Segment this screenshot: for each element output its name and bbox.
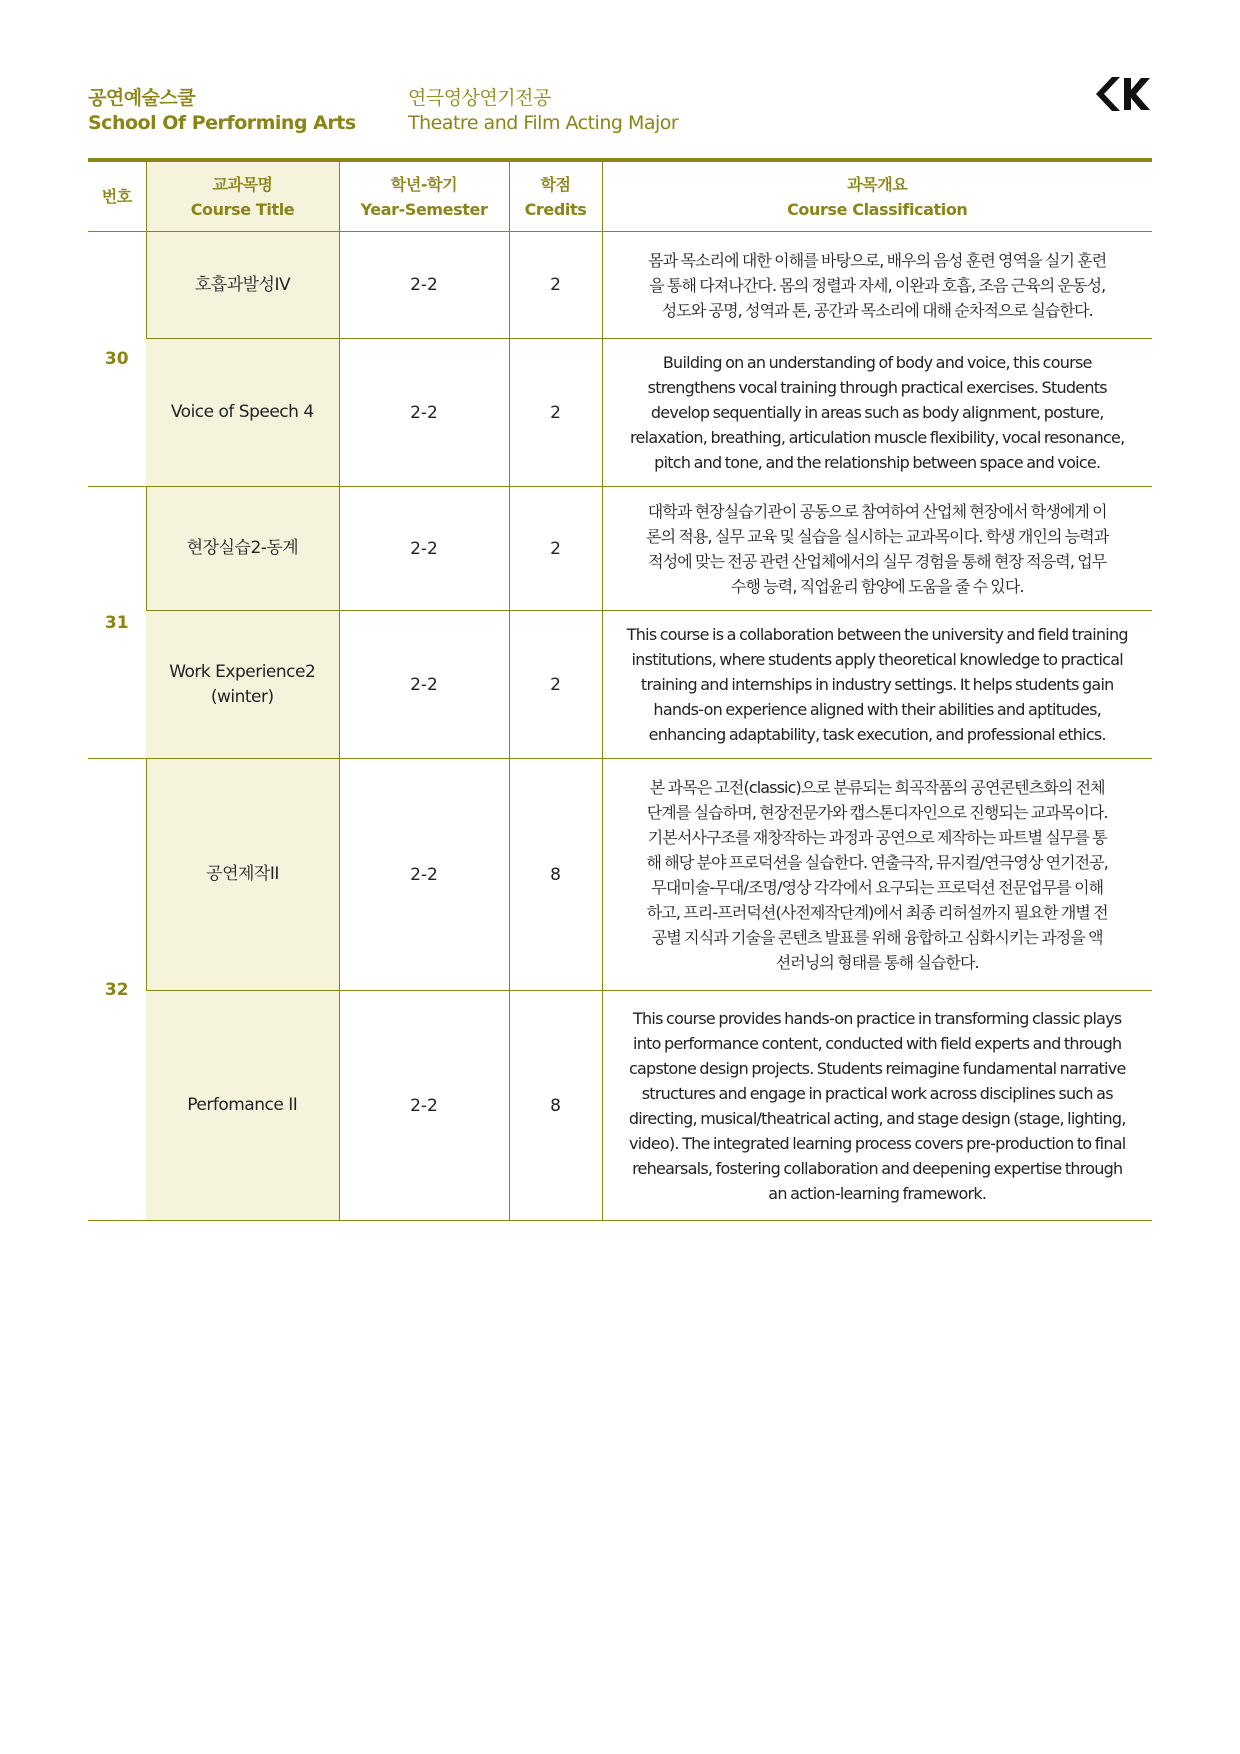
course-table bbox=[88, 162, 1152, 1221]
description-line: capstone design projects. Students reimagine fundamental narrative bbox=[628, 1058, 1126, 1078]
description-line: develop sequentially in areas such as body alignment, posture, bbox=[650, 403, 1104, 422]
description-line: 수행 능력, 직업윤리 함양에 도움을 줄 수 있다. bbox=[730, 576, 1024, 596]
course-title-line: 현장실습2-동계 bbox=[186, 538, 299, 558]
col-header-year-semester-en: Year-Semester bbox=[360, 199, 488, 219]
course-description bbox=[602, 339, 1152, 487]
table-row bbox=[88, 759, 1152, 991]
col-header-course-title-ko: 교과목명 bbox=[212, 174, 273, 194]
credits: 2 bbox=[509, 487, 602, 611]
credits: 2 bbox=[509, 611, 602, 759]
year-semester: 2-2 bbox=[339, 759, 509, 991]
credits: 8 bbox=[509, 759, 602, 991]
description-line: enhancing adaptability, task execution, and professional ethics. bbox=[648, 725, 1106, 744]
description-line: rehearsals, fostering collaboration and deepening expertise through bbox=[632, 1158, 1123, 1178]
description-line: 션러닝의 형태를 통해 실습한다. bbox=[775, 952, 979, 972]
description-line: strengthens vocal training through practical exercises. Students bbox=[647, 378, 1107, 397]
description-line: 단계를 실습하며, 현장전문가와 캡스톤디자인으로 진행되는 교과목이다. bbox=[646, 802, 1108, 822]
description-line: This course provides hands-on practice in transforming classic plays bbox=[633, 1008, 1122, 1028]
col-header-classification-en: Course Classification bbox=[787, 199, 968, 219]
description-line: 론의 적용, 실무 교육 및 실습을 실시하는 교과목이다. 학생 개인의 능력과 bbox=[646, 526, 1109, 546]
table-row bbox=[88, 611, 1152, 759]
course-title bbox=[146, 611, 339, 759]
year-semester: 2-2 bbox=[339, 339, 509, 487]
description-line: Building on an understanding of body and voice, this course bbox=[662, 353, 1092, 372]
description-line: structures and engage in practical work across disciplines such as bbox=[641, 1083, 1113, 1103]
course-title-line: Work Experience2 bbox=[169, 661, 316, 682]
description-line: 하고, 프리-프러덕션(사전제작단계)에서 최종 리허설까지 필요한 개별 전 bbox=[646, 902, 1108, 922]
description-line: 대학과 현장실습기관이 공동으로 참여하여 산업체 현장에서 학생에게 이 bbox=[647, 501, 1107, 521]
col-header-number-label: 번호 bbox=[101, 187, 132, 206]
course-description bbox=[602, 487, 1152, 611]
credits: 2 bbox=[509, 232, 602, 339]
school-name bbox=[88, 86, 356, 136]
course-title bbox=[146, 339, 339, 487]
course-description bbox=[602, 232, 1152, 339]
col-header-credits bbox=[509, 162, 602, 232]
table-row bbox=[88, 991, 1152, 1221]
description-line: directing, musical/theatrical acting, and stage design (stage, lighting, bbox=[628, 1108, 1126, 1128]
description-line: video). The integrated learning process covers pre-production to final bbox=[628, 1133, 1126, 1153]
table-row bbox=[88, 339, 1152, 487]
page-header bbox=[88, 86, 1152, 146]
credits: 2 bbox=[509, 339, 602, 487]
description-line: 공별 지식과 기술을 콘텐츠 발표를 위해 융합하고 심화시키는 과정을 액 bbox=[651, 927, 1103, 947]
course-title-line: Perfomance II bbox=[187, 1095, 298, 1115]
description-line: 본 과목은 고전(classic)으로 분류되는 희곡작품의 공연콘텐츠화의 전체 bbox=[649, 777, 1105, 797]
description-line: 무대미술-무대/조명/영상 각각에서 요구되는 프로덕션 전문업무를 이해 bbox=[651, 877, 1104, 897]
course-title-line: 공연제작II bbox=[206, 864, 279, 884]
course-title bbox=[146, 232, 339, 339]
col-header-course-title bbox=[146, 162, 339, 232]
description-line: 성도와 공명, 성역과 톤, 공간과 목소리에 대해 순차적으로 실습한다. bbox=[661, 300, 1093, 320]
row-number: 31 bbox=[88, 487, 146, 759]
description-line: 해 해당 분야 프로덕션을 실습한다. 연출극작, 뮤지컬/연극영상 연기전공, bbox=[646, 852, 1108, 872]
description-line: 몸과 목소리에 대한 이해를 바탕으로, 배우의 음성 훈련 영역을 실기 훈련 bbox=[648, 250, 1107, 270]
major-name-en: Theatre and Film Acting Major bbox=[408, 112, 679, 134]
course-title bbox=[146, 991, 339, 1221]
ck-logo bbox=[1090, 70, 1152, 118]
course-title bbox=[146, 759, 339, 991]
course-description bbox=[602, 991, 1152, 1221]
year-semester: 2-2 bbox=[339, 487, 509, 611]
col-header-year-semester-ko: 학년-학기 bbox=[390, 174, 458, 194]
description-line: training and internships in industry settings. It helps students gain bbox=[640, 675, 1114, 694]
major-name-ko: 연극영상연기전공 bbox=[408, 87, 551, 109]
course-title-line: 호흡과발성IV bbox=[194, 274, 291, 295]
col-header-year-semester bbox=[339, 162, 509, 232]
course-title bbox=[146, 487, 339, 611]
col-header-classification-ko: 과목개요 bbox=[847, 174, 908, 194]
table-header-row bbox=[88, 162, 1152, 232]
school-name-en: School Of Performing Arts bbox=[88, 112, 356, 134]
credits: 8 bbox=[509, 991, 602, 1221]
school-name-ko: 공연예술스쿨 bbox=[88, 87, 196, 109]
description-line: This course is a collaboration between the university and field training bbox=[626, 625, 1128, 644]
col-header-course-title-en: Course Title bbox=[190, 199, 295, 219]
col-header-course-classification bbox=[602, 162, 1152, 232]
col-header-credits-en: Credits bbox=[524, 199, 587, 219]
description-line: institutions, where students apply theoretical knowledge to practical bbox=[631, 650, 1123, 669]
course-title-line: (winter) bbox=[210, 686, 274, 707]
description-line: into performance content, conducted with field experts and through bbox=[633, 1033, 1122, 1053]
col-header-number bbox=[88, 162, 146, 232]
major-name bbox=[408, 86, 678, 136]
course-title-line: Voice of Speech 4 bbox=[170, 402, 314, 422]
description-line: hands-on experience aligned with their abilities and aptitudes, bbox=[653, 700, 1102, 719]
table-row bbox=[88, 487, 1152, 611]
description-line: 을 통해 다져나간다. 몸의 정렬과 자세, 이완과 호흡, 조음 근육의 운동성, bbox=[649, 275, 1106, 295]
course-description bbox=[602, 759, 1152, 991]
year-semester: 2-2 bbox=[339, 232, 509, 339]
course-description bbox=[602, 611, 1152, 759]
description-line: 기본서사구조를 재창작하는 과정과 공연으로 제작하는 파트별 실무를 통 bbox=[647, 827, 1107, 847]
table-row bbox=[88, 232, 1152, 339]
description-line: pitch and tone, and the relationship between space and voice. bbox=[654, 453, 1101, 472]
year-semester: 2-2 bbox=[339, 991, 509, 1221]
description-line: relaxation, breathing, articulation muscle flexibility, vocal resonance, bbox=[630, 428, 1125, 447]
year-semester: 2-2 bbox=[339, 611, 509, 759]
row-number: 32 bbox=[88, 759, 146, 1221]
description-line: 적성에 맞는 전공 관련 산업체에서의 실무 경험을 통해 현장 적응력, 업무 bbox=[648, 551, 1107, 571]
row-number: 30 bbox=[88, 232, 146, 487]
description-line: an action-learning framework. bbox=[768, 1183, 987, 1203]
col-header-credits-ko: 학점 bbox=[540, 174, 571, 194]
